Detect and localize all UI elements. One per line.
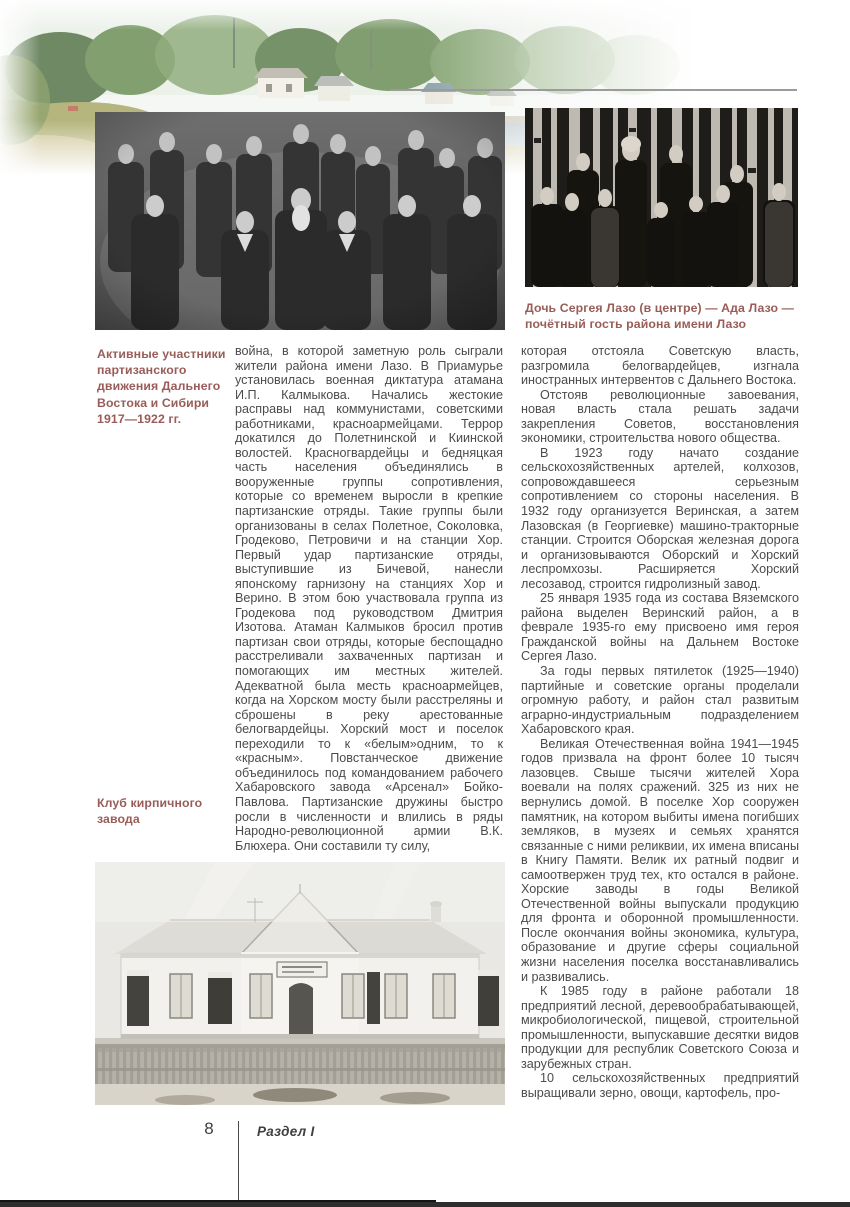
paragraph: 25 января 1935 года из состава Вяземского района выделен Веринский район, а в феврале 1935-го ему присвоено имя героя Гражданской войны на Дальнем Востоке Сергея Лазо. xyxy=(521,591,799,664)
text-column-right xyxy=(521,344,799,1100)
partisans-photo-caption: Активные участники партизанского движения Дальнего Востока и Сибири 1917—1922 гг. xyxy=(97,347,226,426)
paragraph: К 1985 году в районе работали 18 предприятий лесной, деревообрабатывающей, микробиологической, пищевой, строительной промышленности, выпускавшие десятки видов продукции для республик Советского Союза и зарубежных стран. xyxy=(521,984,799,1071)
ada-lazo-photo-caption: Дочь Сергея Лазо (в центре) — Ада Лазо — почётный гость района имени Лазо xyxy=(525,301,795,332)
club-photo-caption: Клуб кирпичного завода xyxy=(97,796,203,827)
paragraph: За годы первых пятилеток (1925—1940) партийные и советские органы проделали огромную работу, и район стал развитым аграрно-индустриальным подразделением Хабаровского края. xyxy=(521,664,799,737)
section-label: Раздел I xyxy=(257,1124,315,1139)
paragraph: В 1923 году начато создание сельскохозяйственных артелей, колхозов, сопровождавшееся серьезным сопротивлением со стороны населения. В 1932 году организуется Веринская, а затем Лазовская (в Георгиевке) машино-тракторные станции. Строится Оборская железная дорога и организовываются Оборский и Хорский леспромхозы. Расширяется Хорский лесозавод, строится гидролизный завод. xyxy=(521,445,799,591)
club-building-photo xyxy=(95,862,505,1105)
ada-lazo-photo xyxy=(525,108,798,287)
header-divider-line xyxy=(390,89,797,91)
paragraph: которая отстояла Советскую власть, разгромила белогвардейцев, изгнала иностранных интервентов с Дальнего Востока. xyxy=(521,344,799,388)
paragraph: 10 сельскохозяйственных предприятий выращивали зерно, овощи, картофель, про- xyxy=(521,1071,799,1100)
paragraph: Отстояв революционные завоевания, новая власть стала решать задачи закрепления Советов, восстановления экономики, строительства нового общества. xyxy=(521,387,799,446)
text-column-middle xyxy=(235,344,503,853)
page-bottom-edge xyxy=(0,1202,850,1207)
footer-rule xyxy=(238,1121,239,1207)
page-number: 8 xyxy=(204,1119,214,1138)
paragraph: война, в которой заметную роль сыграли жители района имени Лазо. В Приамурье установилась военная диктатура атамана И.П. Калмыкова. Начались жестокие расправы над коммунистами, советскими работниками, красноармейцами. Террор докатился до Полетнинской и Киинской волостей. Красногвардейцы и бедняцкая часть населения объединялись в вооруженные группы сопротивления, которые со временем выросли в крепкие партизанские отряды. Такие группы были организованы в селах Полетное, Соколовка, Гродеково, Петровичи и на станции Хор. Первый удар партизанские отряды, выступившие из Бичевой, нанесли японскому гарнизону на станциях Хор и Верино. В этом бою участвовала группа из Гродекова под руководством Дмитрия Изотова. Атаман Калмыков бросил против партизан свои отряды, которые беспощадно расстреливали захваченных партизан и помогающих им местных жителей. Адекватной была месть красноармейцев, когда на Хорском мосту были расстреляны и сброшены в реку арестованные белогвардейцы. Хорский мост и поселок переходили то к «белым»одним, то к «красным». Повстанческое движение объединилось под командованием рабочего Хабаровского завода «Арсенал» Бойко-Павлова. Партизанские дружины быстро росли в численности и влились в ряды Народно-революционной армии В.К. Блюхера. Они составили ту силу, xyxy=(235,344,503,853)
paragraph: Великая Отечественная война 1941—1945 годов призвала на фронт более 10 тысяч лазовцев. Свыше тысячи жителей Хора воевали на полях сражений. 325 из них не вернулись домой. В поселке Хор сооружен памятник, на котором выбиты имена погибших земляков, в музеях и семьях хранятся связанные с ними реликвии, их имена вписаны в Книгу Памяти. Велик их ратный подвиг и самоотвержен труд тех, кто остался в районе. Хорские заводы в годы Великой Отечественной войны выпускали продукцию для фронта и оборонной промышленности. После окончания войны экономика, культура, образование и другие сферы социальной жизни населения поселка восстанавливались и развивались. xyxy=(521,736,799,984)
partisans-group-photo xyxy=(95,112,505,330)
